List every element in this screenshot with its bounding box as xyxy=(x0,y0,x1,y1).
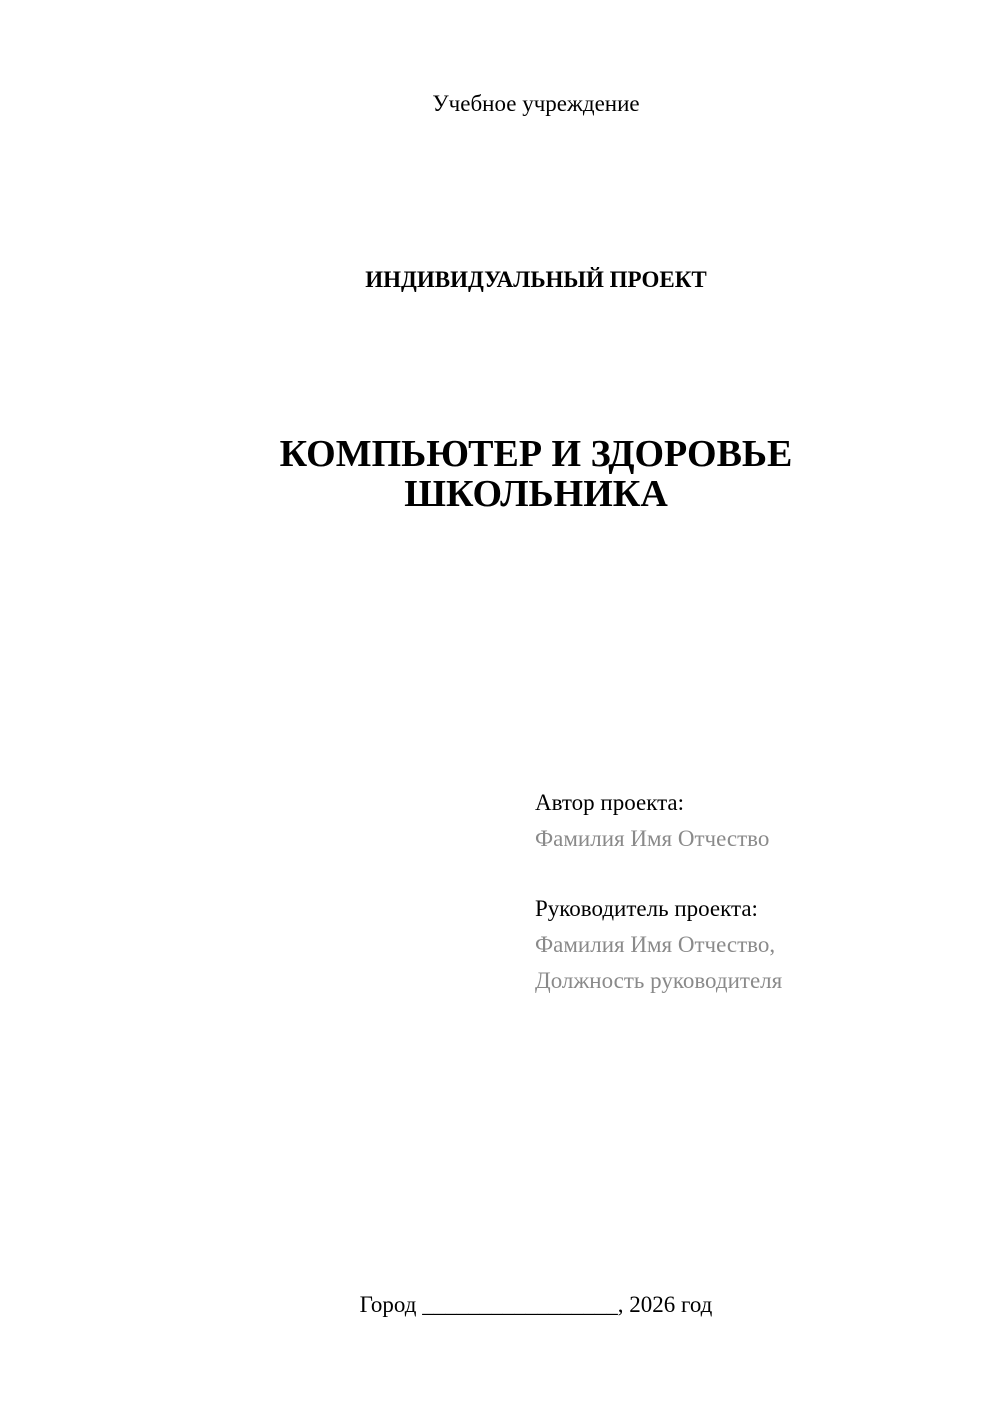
project-title-line-2: ШКОЛЬНИКА xyxy=(404,473,668,515)
author-name: Фамилия Имя Отчество xyxy=(535,826,770,851)
supervisor-block xyxy=(535,891,782,999)
supervisor-label: Руководитель проекта: xyxy=(535,896,758,921)
author-label: Автор проекта: xyxy=(535,790,684,815)
project-title-line-1: КОМПЬЮТЕР И ЗДОРОВЬЕ xyxy=(279,433,793,475)
author-block xyxy=(535,785,769,857)
supervisor-name: Фамилия Имя Отчество, xyxy=(535,932,776,957)
supervisor-position: Должность руководителя xyxy=(535,968,783,993)
project-title xyxy=(0,434,1000,514)
institution-name: Учебное учреждение xyxy=(432,91,640,116)
project-type-heading: ИНДИВИДУАЛЬНЫЙ ПРОЕКТ xyxy=(365,267,707,292)
city-year-footer: Город _________________, 2026 год xyxy=(359,1292,713,1317)
